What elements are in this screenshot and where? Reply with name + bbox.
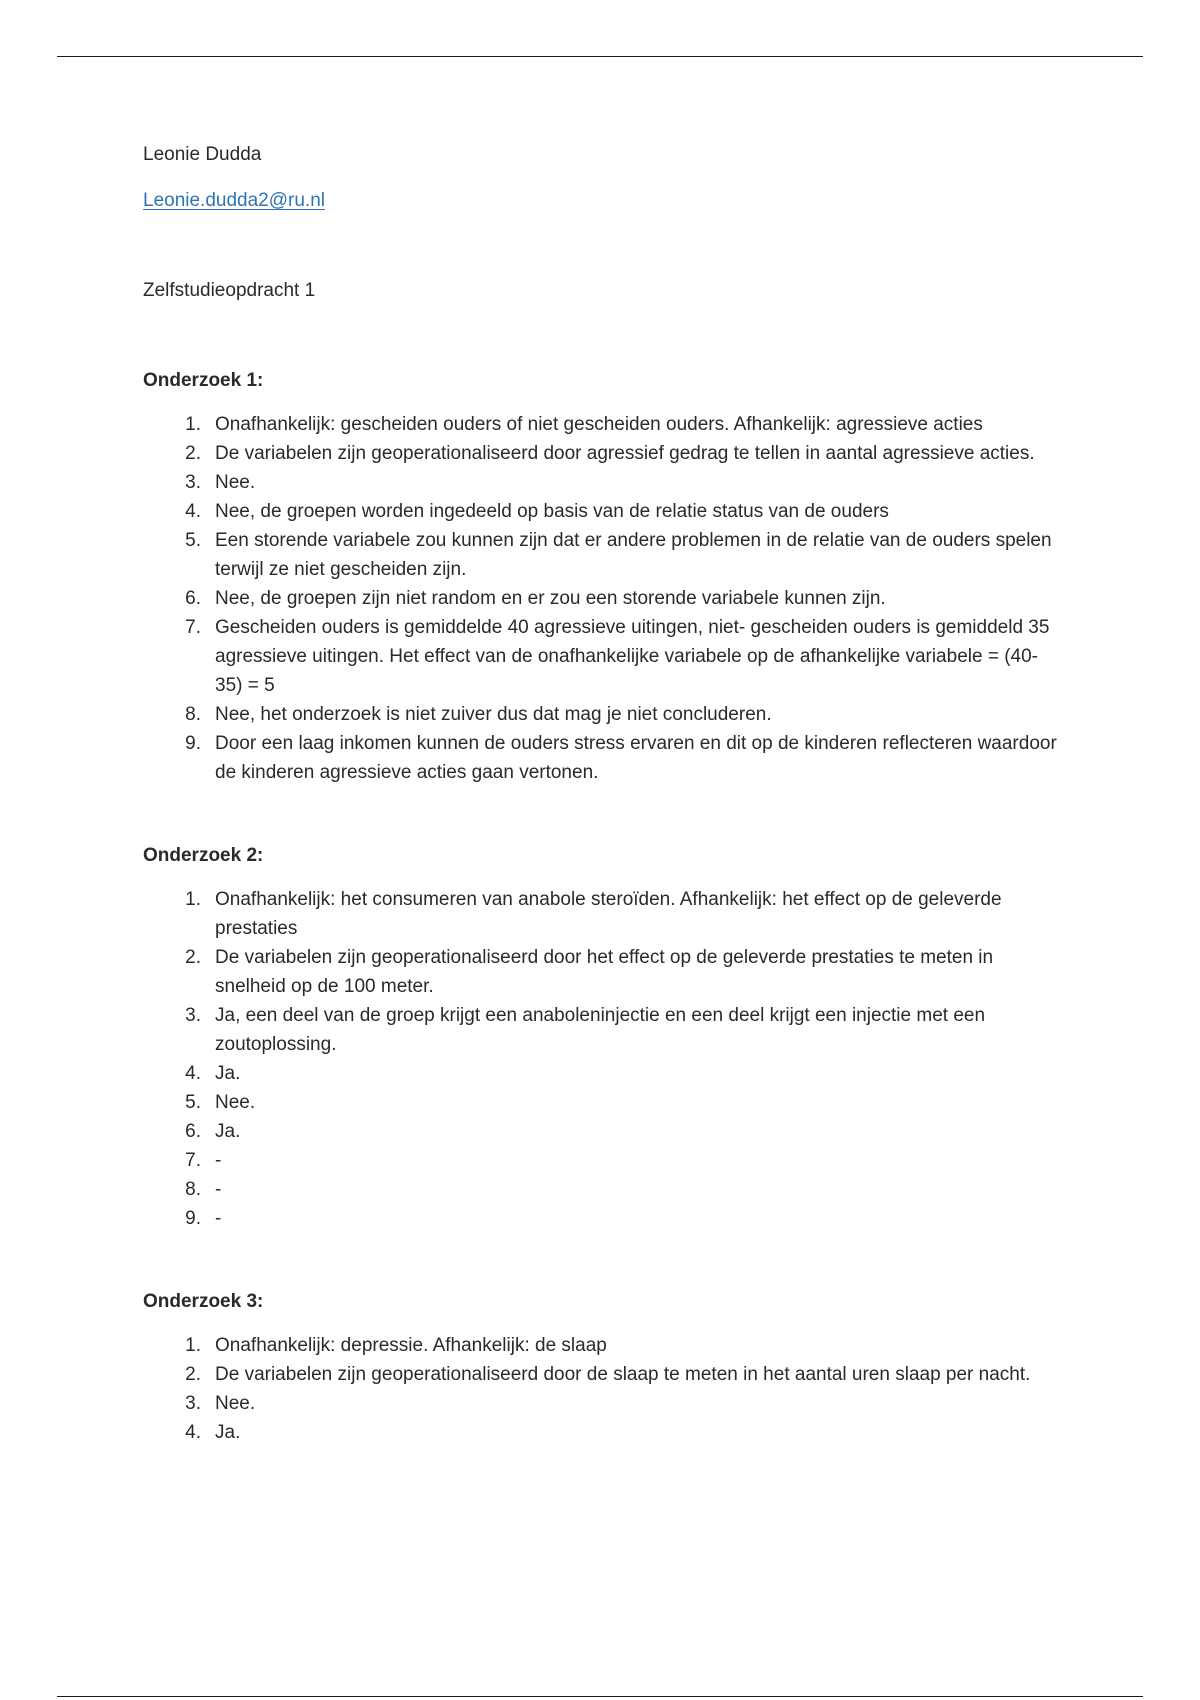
list-item-number: 2. (185, 947, 201, 968)
list-item (143, 1059, 1063, 1088)
list-item-number: 4. (185, 1422, 201, 1443)
list-item-text: Ja. (215, 1422, 241, 1443)
section-title: Onderzoek 1: (143, 370, 264, 391)
list-item-text: Door een laag inkomen kunnen de ouders stress ervaren en dit op de kinderen reflecteren waardoor de kinderen agressieve acties gaan vertonen. (215, 733, 1057, 783)
list-item (143, 1331, 1063, 1360)
list-item (143, 1117, 1063, 1146)
header-rule (57, 56, 1143, 57)
list-item (143, 1204, 1063, 1233)
list-item (143, 1001, 1063, 1059)
list-item-number: 8. (185, 1179, 201, 1200)
assignment-title: Zelfstudieopdracht 1 (143, 280, 316, 301)
list-item-text: Gescheiden ouders is gemiddelde 40 agressieve uitingen, niet- gescheiden ouders is gemiddeld 35 agressieve uitingen. Het effect van de onafhankelijke variabele op de afhankelijke variabele = (40-35) = 5 (215, 617, 1050, 696)
list-item-number: 9. (185, 733, 201, 754)
list-item (143, 729, 1063, 787)
answer-list (143, 410, 1063, 787)
list-item-text: - (215, 1208, 222, 1229)
list-item-number: 1. (185, 889, 201, 910)
list-item (143, 1360, 1063, 1389)
list-item-text: Ja. (215, 1063, 241, 1084)
document-body (143, 140, 1063, 1501)
list-item-number: 1. (185, 1335, 201, 1356)
list-item (143, 700, 1063, 729)
list-item-text: Ja, een deel van de groep krijgt een anaboleninjectie en een deel krijgt een injectie met een zoutoplossing. (215, 1005, 986, 1055)
section-title: Onderzoek 3: (143, 1291, 264, 1312)
sections-container (143, 366, 1063, 1447)
answer-list (143, 885, 1063, 1233)
list-item (143, 885, 1063, 943)
list-item-text: Onafhankelijk: het consumeren van anabole steroïden. Afhankelijk: het effect op de geleverde prestaties (215, 889, 1002, 939)
list-item-text: Nee. (215, 1393, 256, 1414)
list-item-text: Ja. (215, 1121, 241, 1142)
list-item (143, 1146, 1063, 1175)
list-item-number: 8. (185, 704, 201, 725)
list-item-number: 2. (185, 1364, 201, 1385)
list-item-number: 5. (185, 530, 201, 551)
list-item (143, 439, 1063, 468)
list-item-number: 7. (185, 1150, 201, 1171)
list-item-number: 3. (185, 472, 201, 493)
section-title: Onderzoek 2: (143, 845, 264, 866)
list-item-text: Nee, de groepen zijn niet random en er zou een storende variabele kunnen zijn. (215, 588, 886, 609)
answer-list (143, 1331, 1063, 1447)
list-item-text: De variabelen zijn geoperationaliseerd door de slaap te meten in het aantal uren slaap per nacht. (215, 1364, 1031, 1385)
list-item (143, 584, 1063, 613)
list-item-text: Nee. (215, 1092, 256, 1113)
list-item-text: - (215, 1179, 222, 1200)
list-item-number: 3. (185, 1005, 201, 1026)
list-item-text: Onafhankelijk: depressie. Afhankelijk: de slaap (215, 1335, 607, 1356)
list-item (143, 468, 1063, 497)
list-item (143, 943, 1063, 1001)
list-item-text: De variabelen zijn geoperationaliseerd door het effect op de geleverde prestaties te meten in snelheid op de 100 meter. (215, 947, 994, 997)
list-item-number: 6. (185, 588, 201, 609)
list-item-number: 7. (185, 617, 201, 638)
section-onderzoek-3 (143, 1287, 1063, 1447)
list-item-number: 2. (185, 443, 201, 464)
list-item (143, 1389, 1063, 1418)
list-item-text: Nee, het onderzoek is niet zuiver dus dat mag je niet concluderen. (215, 704, 772, 725)
list-item-number: 4. (185, 501, 201, 522)
list-item (143, 497, 1063, 526)
list-item-text: Een storende variabele zou kunnen zijn dat er andere problemen in de relatie van de ouders spelen terwijl ze niet gescheiden zijn. (215, 530, 1052, 580)
list-item (143, 1175, 1063, 1204)
list-item (143, 613, 1063, 700)
section-onderzoek-2 (143, 841, 1063, 1233)
list-item-text: Nee, de groepen worden ingedeeld op basis van de relatie status van de ouders (215, 501, 889, 522)
footer-rule (57, 1696, 1143, 1697)
section-onderzoek-1 (143, 366, 1063, 787)
list-item-number: 5. (185, 1092, 201, 1113)
list-item (143, 410, 1063, 439)
list-item (143, 1418, 1063, 1447)
list-item-number: 6. (185, 1121, 201, 1142)
list-item (143, 526, 1063, 584)
list-item-text: Nee. (215, 472, 256, 493)
list-item-text: De variabelen zijn geoperationaliseerd door agressief gedrag te tellen in aantal agressieve acties. (215, 443, 1035, 464)
list-item (143, 1088, 1063, 1117)
list-item-text: - (215, 1150, 222, 1171)
list-item-text: Onafhankelijk: gescheiden ouders of niet gescheiden ouders. Afhankelijk: agressieve acties (215, 414, 983, 435)
list-item-number: 9. (185, 1208, 201, 1229)
list-item-number: 1. (185, 414, 201, 435)
list-item-number: 4. (185, 1063, 201, 1084)
author-name: Leonie Dudda (143, 144, 262, 165)
email-link[interactable]: Leonie.dudda2@ru.nl (143, 190, 325, 211)
list-item-number: 3. (185, 1393, 201, 1414)
